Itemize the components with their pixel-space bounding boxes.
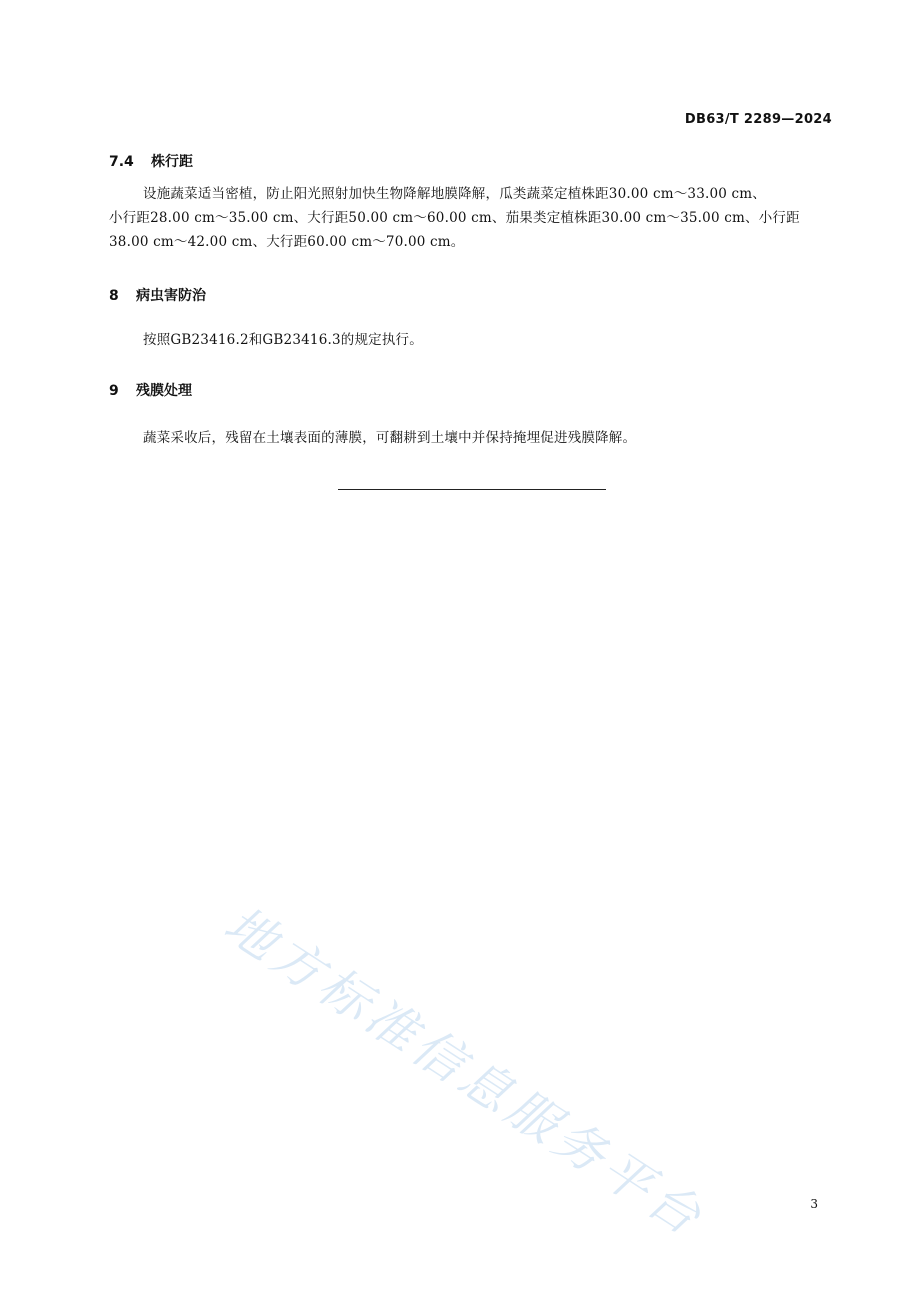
section-number: 9 — [109, 383, 119, 399]
section-heading-9 — [109, 380, 192, 400]
section-title: 残膜处理 — [136, 383, 192, 399]
section-number: 8 — [109, 288, 119, 304]
paragraph-line: 设施蔬菜适当密植，防止阳光照射加快生物降解地膜降解，瓜类蔬菜定植株距30.00 cm～33.00 cm、 — [143, 186, 767, 202]
section-paragraph-7-4 — [109, 182, 833, 254]
section-heading-7-4 — [109, 151, 193, 171]
section-title: 株行距 — [151, 154, 193, 170]
paragraph-line: 小行距28.00 cm～35.00 cm、大行距50.00 cm～60.00 cm、茄果类定植株距30.00 cm～35.00 cm、小行距 — [109, 210, 800, 226]
standard-code: DB63/T 2289—2024 — [684, 112, 832, 127]
section-paragraph-8 — [109, 328, 833, 352]
section-heading-8 — [109, 285, 206, 305]
section-number: 7.4 — [109, 154, 134, 170]
page-number: 3 — [810, 1197, 818, 1211]
end-of-document-rule — [338, 489, 606, 490]
section-paragraph-9 — [109, 426, 833, 450]
section-title: 病虫害防治 — [136, 288, 206, 304]
paragraph-line: 按照GB23416.2和GB23416.3的规定执行。 — [143, 332, 423, 348]
paragraph-line: 蔬菜采收后，残留在土壤表面的薄膜，可翻耕到土壤中并保持掩埋促进残膜降解。 — [143, 430, 637, 446]
paragraph-line: 38.00 cm～42.00 cm、大行距60.00 cm～70.00 cm。 — [109, 234, 465, 250]
watermark-text: 地方标准信息服务平台 — [214, 895, 716, 1249]
